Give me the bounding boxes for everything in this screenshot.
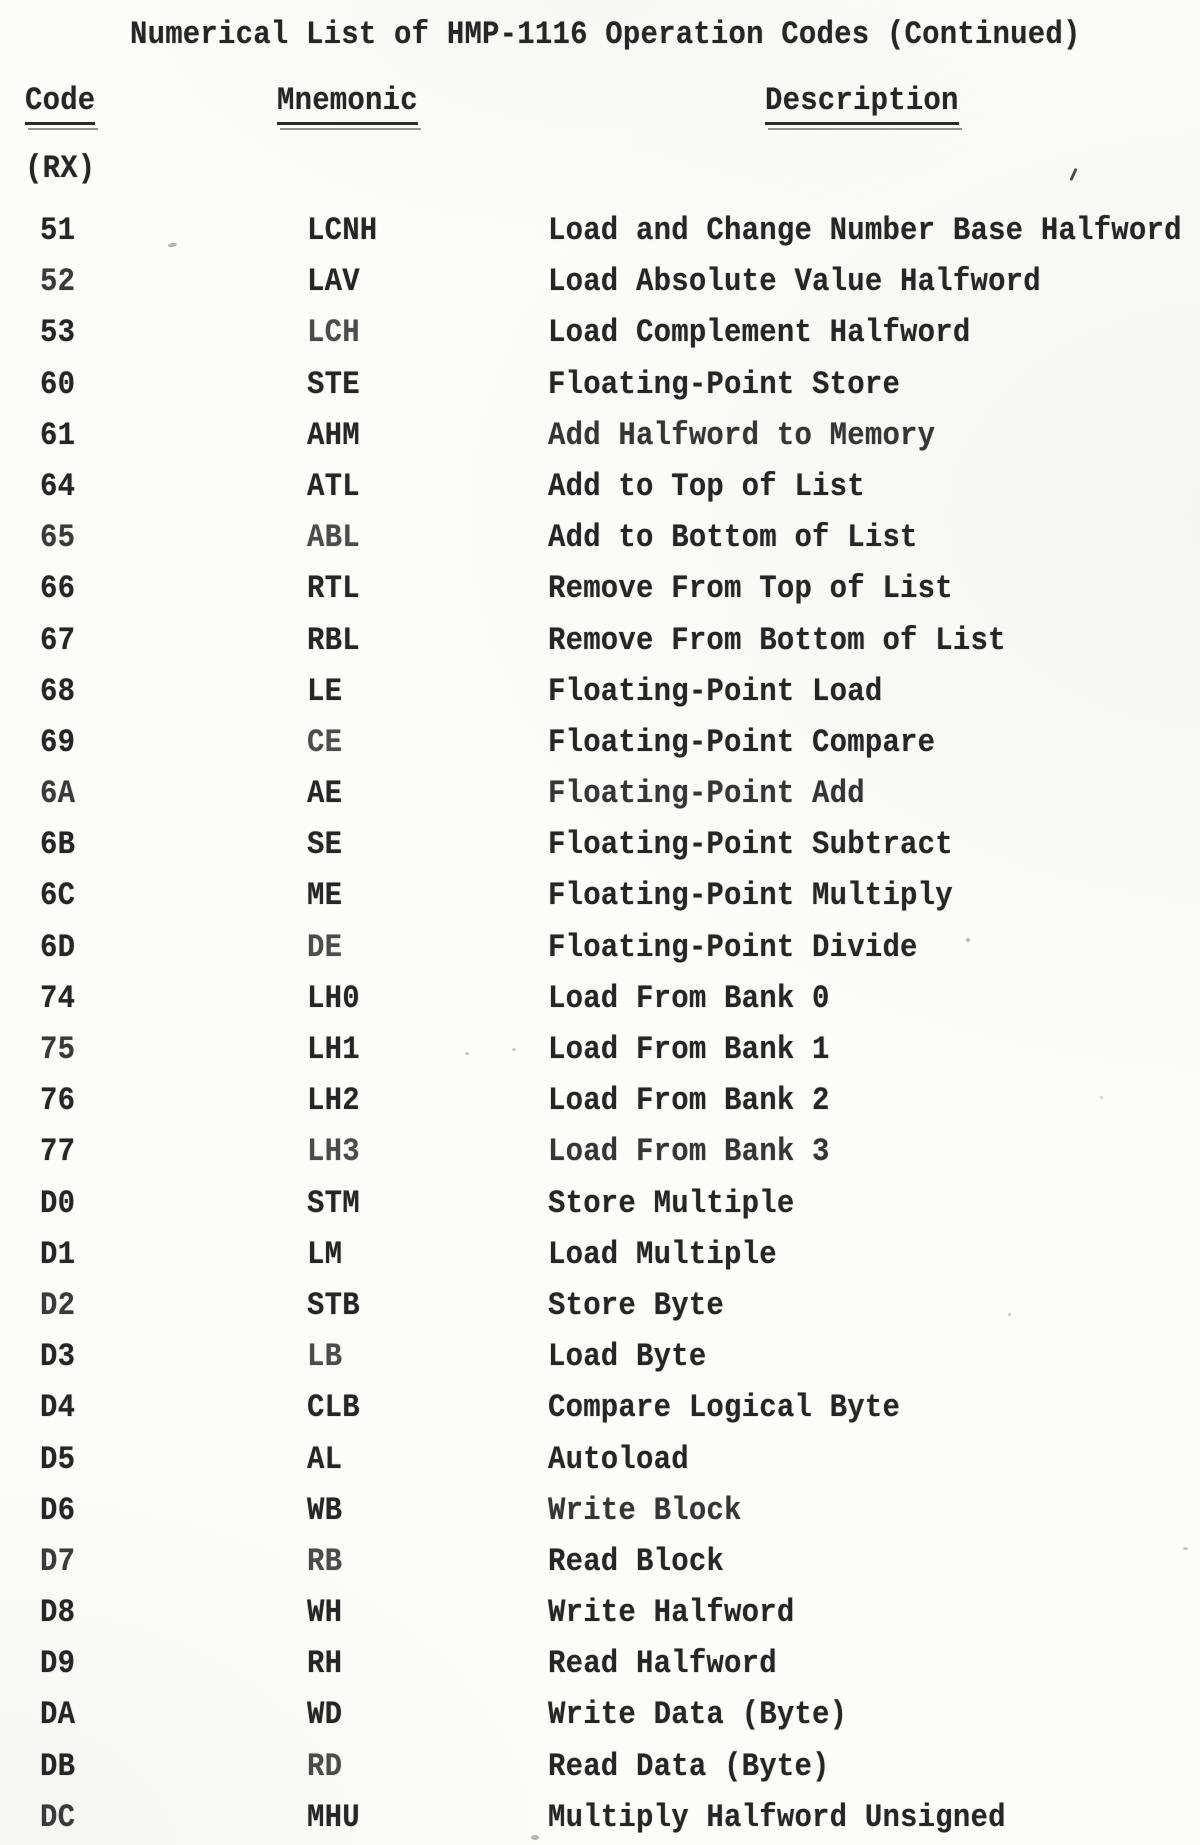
table-row [0,1696,1200,1747]
mnemonic-cell: STM [307,1184,360,1222]
description-cell: Load From Bank 0 [548,979,830,1018]
mnemonic-cell: ABL [307,519,360,557]
code-cell: 61 [40,416,76,455]
column-header-code: Code [25,82,95,125]
table-row [0,1441,1200,1492]
mnemonic-cell: LH2 [307,1082,360,1120]
mnemonic-cell: LCNH [307,212,378,250]
code-cell: D2 [40,1286,76,1325]
code-cell: 6D [40,928,76,966]
mnemonic-cell: MHU [307,1798,360,1837]
mnemonic-cell: RBL [307,621,360,659]
code-cell: 6B [40,826,76,864]
table-row [0,877,1200,928]
code-cell: 76 [40,1082,76,1120]
table-row [0,1082,1200,1133]
description-cell: Read Block [548,1542,725,1581]
code-cell: 65 [40,519,76,557]
mnemonic-cell: RH [307,1645,343,1683]
description-cell: Store Multiple [548,1184,795,1222]
table-row [0,1748,1200,1799]
description-cell: Write Halfword [548,1594,795,1632]
format-class-label: (RX) [25,150,96,188]
mnemonic-cell: LH3 [307,1133,360,1171]
table-row [0,1031,1200,1082]
mnemonic-cell: LB [307,1338,343,1376]
table-row [0,1645,1200,1696]
table-row [0,570,1200,621]
description-cell: Floating-Point Multiply [548,877,953,915]
description-cell: Load Absolute Value Halfword [548,263,1041,301]
mnemonic-cell: CE [307,723,343,762]
mnemonic-cell: LAV [307,263,360,301]
code-cell: 66 [40,570,76,608]
description-cell: Add to Top of List [548,467,865,506]
code-cell: 75 [40,1031,76,1069]
description-cell: Compare Logical Byte [548,1389,901,1427]
code-cell: D6 [40,1491,76,1529]
table-row [0,1799,1200,1845]
table-row [0,980,1200,1031]
code-cell: DC [40,1798,76,1837]
code-cell: 74 [40,979,76,1018]
mnemonic-cell: SE [307,826,343,864]
table-row [0,724,1200,775]
mnemonic-cell: DE [307,928,343,966]
description-cell: Floating-Point Divide [548,928,918,966]
description-cell: Floating-Point Load [548,672,883,710]
code-cell: 77 [40,1133,76,1171]
code-cell: DA [40,1696,76,1734]
description-cell: Read Halfword [548,1645,777,1683]
code-cell: D5 [40,1440,76,1478]
table-row [0,622,1200,673]
description-cell: Load and Change Number Base Halfword [548,212,1182,250]
code-cell: D1 [40,1235,76,1274]
description-cell: Remove From Bottom of List [548,621,1006,659]
description-cell: Floating-Point Subtract [548,826,953,864]
mnemonic-cell: LM [307,1235,343,1274]
mnemonic-cell: STE [307,365,360,403]
table-row [0,673,1200,724]
code-cell: 51 [40,212,76,250]
mnemonic-cell: LE [307,672,343,710]
description-cell: Add Halfword to Memory [548,416,936,455]
code-cell: 53 [40,314,76,352]
description-cell: Floating-Point Compare [548,723,936,762]
mnemonic-cell: RD [307,1747,343,1785]
mnemonic-cell: AE [307,775,343,813]
mnemonic-cell: ME [307,877,343,915]
table-row [0,314,1200,365]
code-cell: D4 [40,1389,76,1427]
description-cell: Read Data (Byte) [548,1747,830,1785]
op-code-table [0,212,1200,1845]
table-row [0,1594,1200,1645]
code-cell: 6A [40,775,76,813]
mnemonic-cell: RTL [307,570,360,608]
mnemonic-cell: STB [307,1286,360,1325]
mnemonic-cell: CLB [307,1389,360,1427]
mnemonic-cell: LH0 [307,979,360,1018]
table-row [0,775,1200,826]
column-header-description: Description [765,82,959,125]
description-cell: Add to Bottom of List [548,519,918,557]
table-row [0,1133,1200,1184]
code-cell: D9 [40,1645,76,1683]
description-cell: Floating-Point Add [548,775,865,813]
description-cell: Load From Bank 2 [548,1082,830,1120]
description-cell: Load Multiple [548,1235,777,1274]
table-row [0,826,1200,877]
table-row [0,1287,1200,1338]
column-header-mnemonic: Mnemonic [277,82,418,125]
table-row [0,212,1200,263]
description-cell: Load From Bank 3 [548,1133,830,1171]
code-cell: 69 [40,723,76,762]
description-cell: Load Complement Halfword [548,314,971,352]
code-cell: D0 [40,1184,76,1222]
table-row [0,263,1200,314]
table-row [0,468,1200,519]
table-row [0,1543,1200,1594]
description-cell: Write Data (Byte) [548,1696,848,1734]
code-cell: D7 [40,1542,76,1581]
table-row [0,1236,1200,1287]
table-row [0,366,1200,417]
code-cell: D3 [40,1338,76,1376]
table-row [0,519,1200,570]
description-cell: Load Byte [548,1338,707,1376]
table-row [0,1185,1200,1236]
mnemonic-cell: AHM [307,416,360,455]
code-cell: 60 [40,365,76,403]
code-cell: 6C [40,877,76,915]
code-cell: 64 [40,467,76,506]
code-cell: 68 [40,672,76,710]
description-cell: Write Block [548,1491,742,1529]
page-title-text: Numerical List of HMP-1116 Operation Codes (Continued) [130,16,1081,54]
mnemonic-cell: LH1 [307,1031,360,1069]
description-cell: Multiply Halfword Unsigned [548,1798,1006,1837]
table-row [0,1492,1200,1543]
description-cell: Store Byte [548,1286,725,1325]
mnemonic-cell: ATL [307,467,360,506]
mnemonic-cell: AL [307,1440,343,1478]
table-row [0,929,1200,980]
code-cell: 67 [40,621,76,659]
table-row [0,1338,1200,1389]
mnemonic-cell: LCH [307,314,360,352]
mnemonic-cell: RB [307,1542,343,1581]
mnemonic-cell: WD [307,1696,343,1734]
table-row [0,1389,1200,1440]
code-cell: 52 [40,263,76,301]
description-cell: Floating-Point Store [548,365,901,403]
description-cell: Remove From Top of List [548,570,953,608]
mnemonic-cell: WH [307,1594,343,1632]
page-title [130,16,1081,54]
scan-speck [1069,168,1077,181]
description-cell: Load From Bank 1 [548,1031,830,1069]
code-cell: D8 [40,1594,76,1632]
code-cell: DB [40,1747,76,1785]
mnemonic-cell: WB [307,1491,343,1529]
description-cell: Autoload [548,1440,689,1478]
table-row [0,417,1200,468]
